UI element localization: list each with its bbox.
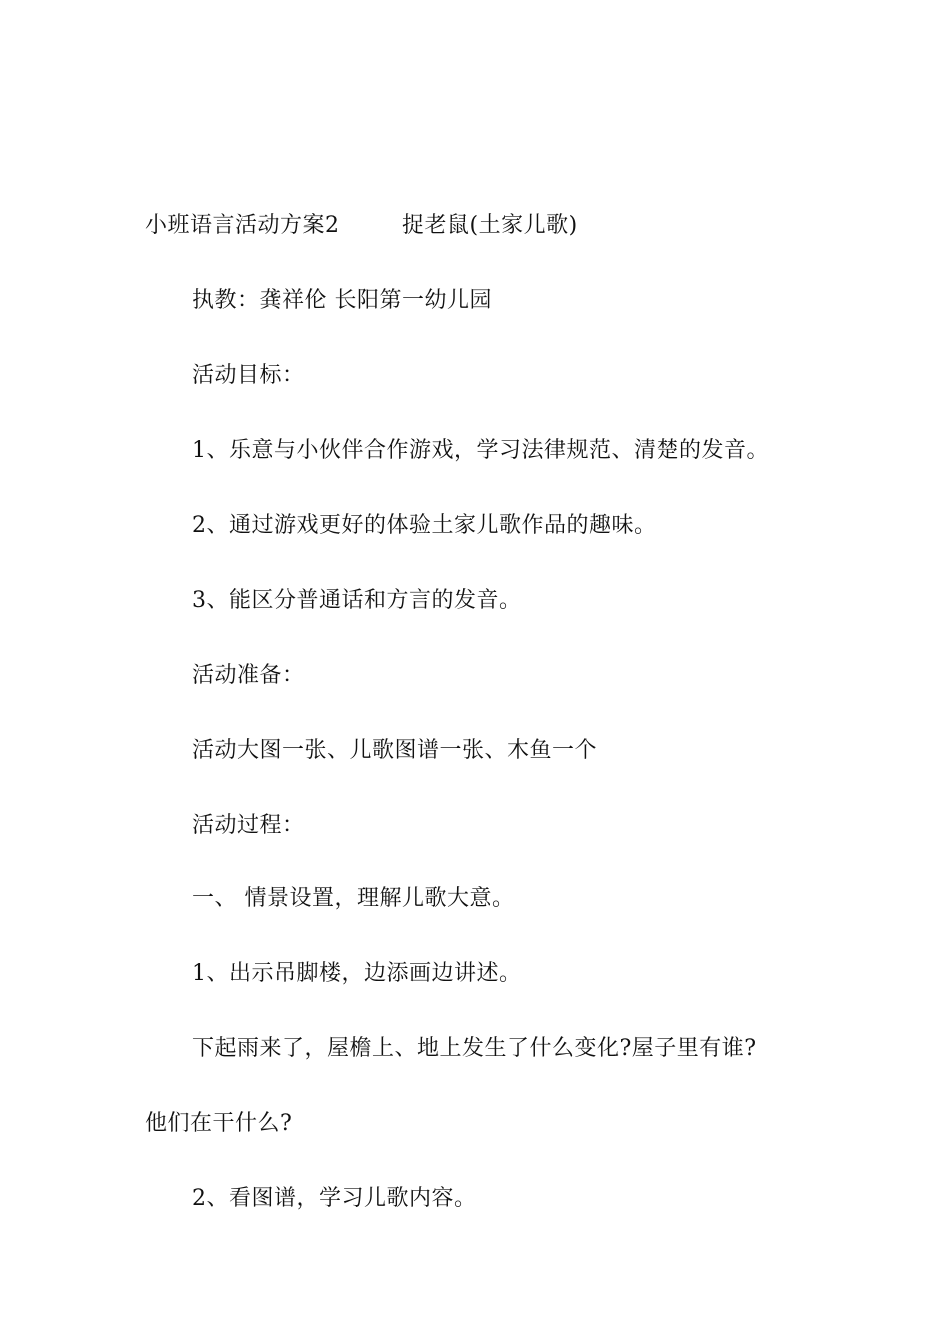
section-heading-preparation: 活动准备：: [192, 663, 305, 688]
goal-item-1: 1、乐意与小伙伴合作游戏，学习法律规范、清楚的发音。: [192, 438, 769, 463]
paragraph-line: 下起雨来了，屋檐上、地上发生了什么变化?屋子里有谁?: [192, 1036, 757, 1061]
section-heading-goals: 活动目标：: [192, 363, 305, 388]
section-heading-process: 活动过程：: [192, 813, 305, 838]
paragraph-continuation: 他们在干什么?: [145, 1111, 293, 1136]
goal-item-3: 3、能区分普通话和方言的发音。: [192, 588, 522, 613]
preparation-text: 活动大图一张、儿歌图谱一张、木鱼一个: [192, 738, 598, 763]
process-substep-1: 1、出示吊脚楼，边添画边讲述。: [192, 961, 522, 986]
goal-item-2: 2、通过游戏更好的体验土家儿歌作品的趣味。: [192, 513, 657, 538]
document-subtitle: 捉老鼠(土家儿歌): [402, 213, 578, 238]
process-step-1: 一、 情景设置，理解儿歌大意。: [192, 886, 515, 911]
process-substep-2: 2、看图谱，学习儿歌内容。: [192, 1186, 477, 1211]
instructor-line: 执教：龚祥伦 长阳第一幼儿园: [192, 288, 492, 313]
document-title: 小班语言活动方案2: [145, 213, 340, 238]
